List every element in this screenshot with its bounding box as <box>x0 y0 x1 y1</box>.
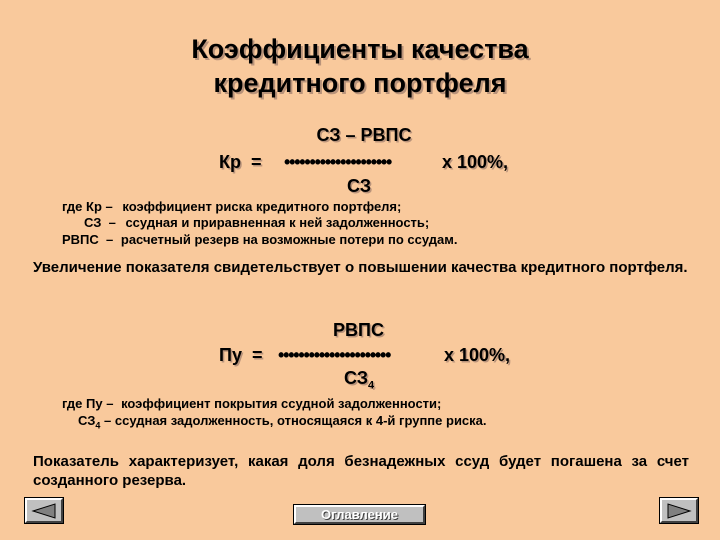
paragraph-1: Увеличение показателя свидетельствует о повышении качества кредитного портфеля. <box>33 259 688 276</box>
next-slide-button[interactable] <box>660 498 698 523</box>
slide-title-line-2: кредитного портфеля <box>213 68 507 98</box>
definition-row <box>62 199 401 214</box>
formula-2-multiplier: х 100%, <box>444 345 511 365</box>
formula-1-lhs: Кр = <box>219 152 262 172</box>
definition-text: расчетный резерв на возможные потери по ссудам. <box>120 232 458 247</box>
slide-title <box>0 32 720 100</box>
definition-term: $СЗ_4$ <box>78 413 101 431</box>
definition-text: ссудная и приравненная к ней задолженность; <box>125 215 430 230</box>
slide-title-line-1: Коэффициенты качества <box>191 34 529 64</box>
definition-term: где Кр – <box>62 199 113 214</box>
definition-row <box>84 215 429 230</box>
definition-term: СЗ – <box>84 215 116 230</box>
formula-2-denominator: $СЗ_4$ <box>344 368 375 392</box>
formula-1-numerator: СЗ – РВПС <box>316 125 412 145</box>
definition-row <box>62 396 441 411</box>
formula-1-multiplier: х 100%, <box>442 152 509 172</box>
triangle-right-icon <box>665 503 693 519</box>
definition-text: коэффициент покрытия ссудной задолженности; <box>121 396 442 411</box>
triangle-left-icon <box>30 503 58 519</box>
definition-row: $СЗ_4$ – ссудная задолженность, относящаяся к 4-й группе риска. <box>78 413 487 431</box>
definition-text: коэффициент риска кредитного портфеля; <box>122 199 402 214</box>
definition-text: ссудная задолженность, относящаяся к 4-й группе риска. <box>114 413 487 428</box>
table-of-contents-button[interactable]: Оглавление <box>294 505 425 524</box>
formula-2-fraction-dots: •••••••••••••••••••••• <box>278 345 391 365</box>
previous-slide-button[interactable] <box>25 498 63 523</box>
definition-row <box>62 232 457 247</box>
definition-term: РВПС – <box>62 232 114 247</box>
formula-1-denominator: СЗ <box>347 176 372 196</box>
definition-term: где Пу – <box>62 396 114 411</box>
formula-1-fraction-dots: ••••••••••••••••••••• <box>284 152 392 172</box>
formula-2-numerator: РВПС <box>333 320 384 340</box>
paragraph-2: Показатель характеризует, какая доля безнадежных ссуд будет погашена за счет созданного резерва. <box>33 453 689 489</box>
formula-2-lhs: Пу = <box>219 345 263 365</box>
